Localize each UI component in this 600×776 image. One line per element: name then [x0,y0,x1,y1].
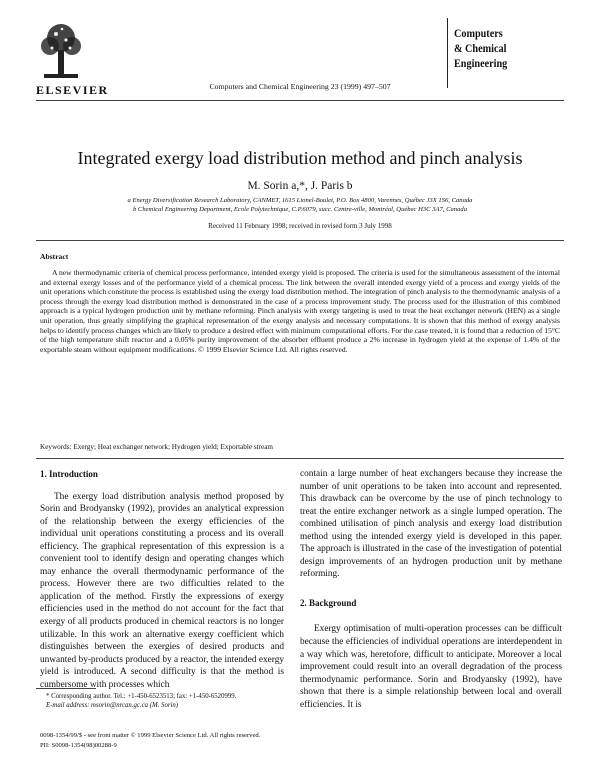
abstract-text: A new thermodynamic criteria of chemical process performance, intended exergy yield is proposed. The criteria is used for the simultaneous assessment of the internal and external exergy losses and of the performance yield of a chemical process. The link between the overall intended exergy yield of a process and exergy yields of the unit operations which constitute the process is established using the exergy load distribution method. The integration of pinch analysis to the thermodynamic analysis of a process through the exergy load distribution method is demonstrated in the case of a process improvement study. The process used for the illustration of this combined approach is a typical hydrogen production unit by methane reforming. Pinch analysis with exergy targeting is used to treat the heat exchanger network (HEN) as a single unit operation, thus greatly simplifying the graphical representation of the exergy analysis and necessary computations. It is shown that this method of exergy analysis helps to identify process changes which are likely to produce a desired effect with minimum computational efforts. For the case treated, it is found that a reduction of 15°C of the high temperature shift reactor and a 0.05% purity improvement of the absorber effluent produce a 2% increase in hydrogen yield at the expense of 1.4% of the exportable steam without equipment modifications. © 1999 Elsevier Science Ltd. All rights reserved. [40,268,560,354]
column-left [40,468,284,691]
affiliation-b: b Chemical Engineering Department, Ecole Polytechnique, C.P.6079, succ. Centre-ville, Montréal, Québec H3C 3A7, Canada [132,206,467,213]
journal-logo-line-2: & Chemical [454,41,507,55]
journal-logo [447,18,563,88]
elsevier-tree-logo [38,20,84,86]
footnote-divider [36,688,96,689]
column-right [300,468,562,711]
journal-reference: Computers and Chemical Engineering 23 (1999) 497–507 [209,82,391,91]
received-dates: Received 11 February 1998; received in revised form 3 July 1998 [208,222,392,230]
section-1-text: The exergy load distribution analysis method proposed by Sorin and Brodyansky (1992), provides an analytical expression of the relationship between the exergy efficiencies of the individual unit operations constituting a process and its overall efficiency. The graphical representation of this expression is a convenient tool to identify design and operating changes which may enhance the overall thermodynamic performance of the process. However there are two difficulties related to the application of the method. Firstly the expressions of exergy efficiencies used in the method do not account for the fact that exergy of all products produced in chemical reactors is no longer utilizable. In this work an alternative exergy coefficient which distinguishes between the exergies of desired products and unwanted by-products produced by a reactor, the intended exergy yield is introduced. A second difficulty is that the method is cumbersome with processes which [40,491,284,690]
header-divider [36,100,564,101]
abstract-heading: Abstract [40,252,69,261]
abstract-bottom-divider [36,458,564,459]
pii-line: PII: S0098-1354(98)00288-9 [40,741,117,749]
copyright-line: 0098-1354/99/$ - see front matter © 1999 Elsevier Science Ltd. All rights reserved. [40,732,261,739]
article-title: Integrated exergy load distribution method and pinch analysis [77,148,523,168]
article-authors: M. Sorin a,*, J. Paris b [247,180,353,192]
affiliation-a: a Energy Diversification Research Laboratory, CANMET, 1615 Lionel-Boulet, P.O. Box 4800, Varennes, Québec J3X 1S6, Canada [127,197,473,204]
section-1-heading: 1. Introduction [40,469,98,479]
journal-logo-line-3: Engineering [454,56,508,70]
corresponding-author-note: * Corresponding author. Tel.: +1-450-6523513; fax: +1-450-6520999. [46,693,237,700]
publisher-name: ELSEVIER [36,83,109,97]
abstract-top-divider [36,240,564,241]
section-2-heading: 2. Background [300,597,357,608]
abstract-body [40,268,560,354]
section-1-continuation: contain a large number of heat exchangers because they increase the number of unit operations to be taken into account and represented. This drawback can be overcome by the use of pinch technology to treat the entire exchanger network as a single lumped operation. The combined utilisation of pinch analysis and exergy load distribution method using the intended exergy yield is developed in this paper. The approach is illustrated in the case of the investigation of potential design improvements of an hydrogen production unit by methane reforming. [300,469,562,580]
keywords: Keywords: Exergy; Heat exchanger network; Hydrogen yield; Exportable stream [40,443,273,451]
footnotes [40,693,284,710]
journal-logo-line-1: Computers [454,26,503,40]
section-2-text: Exergy optimisation of multi-operation processes can be difficult because the efficiencies of individual operations are interdependent in a way which was, heretofore, difficult to anticipate. Moreover a local improvement could result into an overall degradation of the process thermodynamic performance. Sorin and Brodyansky (1992), have shown that there is a simple relationship between local and overall efficiencies. It is [300,624,562,710]
page-footer [40,731,560,750]
email-note: E-mail address: msorin@nrcan.gc.ca (M. Sorin) [46,701,179,709]
